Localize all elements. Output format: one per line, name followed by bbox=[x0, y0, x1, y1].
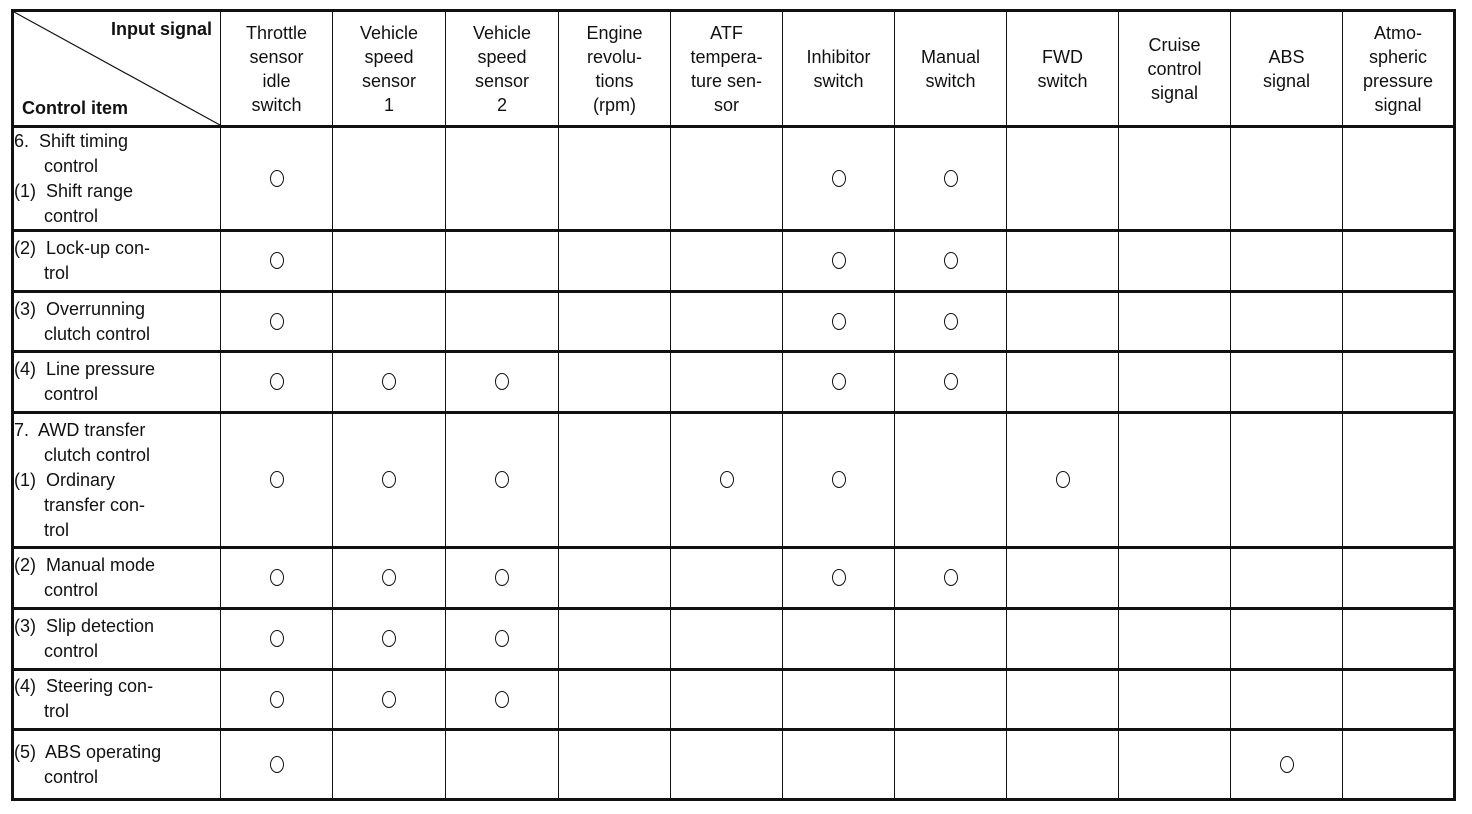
signal-cell bbox=[559, 669, 671, 730]
control-item-cell: (4) Steering con- trol bbox=[13, 669, 221, 730]
circle-mark-icon bbox=[832, 313, 846, 330]
signal-cell bbox=[559, 231, 671, 292]
control-item-cell: 7. AWD transfer clutch control (1) Ordinary transfer con- trol bbox=[13, 412, 221, 547]
circle-mark-icon bbox=[832, 471, 846, 488]
signal-cell bbox=[783, 352, 895, 413]
table-row bbox=[13, 608, 1455, 669]
column-header: Cruise control signal bbox=[1119, 11, 1231, 127]
signal-cell bbox=[671, 412, 783, 547]
signal-cell bbox=[221, 669, 333, 730]
signal-cell bbox=[1007, 127, 1119, 231]
circle-mark-icon bbox=[382, 471, 396, 488]
column-header: Vehicle speed sensor 1 bbox=[333, 11, 446, 127]
table-row bbox=[13, 548, 1455, 609]
signal-cell bbox=[1231, 548, 1343, 609]
signal-cell bbox=[1231, 291, 1343, 352]
header-row bbox=[13, 11, 1455, 127]
circle-mark-icon bbox=[1056, 471, 1070, 488]
signal-cell bbox=[1343, 730, 1455, 800]
signal-cell bbox=[446, 669, 559, 730]
signal-cell bbox=[1007, 730, 1119, 800]
circle-mark-icon bbox=[270, 252, 284, 269]
signal-cell bbox=[1231, 730, 1343, 800]
input-signal-label: Input signal bbox=[111, 19, 212, 39]
signal-cell bbox=[221, 412, 333, 547]
signal-cell bbox=[895, 548, 1007, 609]
column-header: Throttle sensor idle switch bbox=[221, 11, 333, 127]
circle-mark-icon bbox=[720, 471, 734, 488]
signal-cell bbox=[333, 412, 446, 547]
signal-cell bbox=[1343, 127, 1455, 231]
column-header: Inhibitor switch bbox=[783, 11, 895, 127]
signal-cell bbox=[671, 231, 783, 292]
signal-cell bbox=[671, 730, 783, 800]
signal-cell bbox=[446, 352, 559, 413]
signal-cell bbox=[1007, 412, 1119, 547]
table-row bbox=[13, 412, 1455, 547]
circle-mark-icon bbox=[270, 756, 284, 773]
signal-cell bbox=[221, 231, 333, 292]
signal-cell bbox=[221, 608, 333, 669]
signal-cell bbox=[559, 412, 671, 547]
signal-cell bbox=[671, 127, 783, 231]
table-row bbox=[13, 231, 1455, 292]
circle-mark-icon bbox=[832, 569, 846, 586]
circle-mark-icon bbox=[944, 373, 958, 390]
signal-cell bbox=[783, 669, 895, 730]
signal-cell bbox=[333, 231, 446, 292]
signal-cell bbox=[333, 608, 446, 669]
circle-mark-icon bbox=[270, 569, 284, 586]
circle-mark-icon bbox=[382, 569, 396, 586]
signal-cell bbox=[671, 291, 783, 352]
signal-cell bbox=[1119, 730, 1231, 800]
signal-cell bbox=[1119, 231, 1231, 292]
signal-cell bbox=[1343, 231, 1455, 292]
signal-cell bbox=[1007, 669, 1119, 730]
circle-mark-icon bbox=[495, 691, 509, 708]
column-header: Manual switch bbox=[895, 11, 1007, 127]
signal-cell bbox=[221, 548, 333, 609]
signal-cell bbox=[895, 730, 1007, 800]
signal-cell bbox=[895, 291, 1007, 352]
circle-mark-icon bbox=[495, 569, 509, 586]
signal-cell bbox=[895, 412, 1007, 547]
circle-mark-icon bbox=[944, 252, 958, 269]
table-row bbox=[13, 352, 1455, 413]
signal-cell bbox=[559, 352, 671, 413]
circle-mark-icon bbox=[832, 373, 846, 390]
signal-cell bbox=[446, 127, 559, 231]
signal-cell bbox=[1343, 548, 1455, 609]
signal-cell bbox=[1119, 608, 1231, 669]
signal-cell bbox=[1343, 412, 1455, 547]
column-header: ABS signal bbox=[1231, 11, 1343, 127]
circle-mark-icon bbox=[495, 630, 509, 647]
signal-cell bbox=[671, 352, 783, 413]
signal-cell bbox=[1231, 352, 1343, 413]
signal-cell bbox=[559, 608, 671, 669]
signal-cell bbox=[1007, 231, 1119, 292]
signal-cell bbox=[1007, 548, 1119, 609]
signal-cell bbox=[1119, 548, 1231, 609]
column-header: Engine revolu- tions (rpm) bbox=[559, 11, 671, 127]
signal-cell bbox=[783, 231, 895, 292]
signal-cell bbox=[783, 127, 895, 231]
signal-cell bbox=[446, 231, 559, 292]
circle-mark-icon bbox=[495, 471, 509, 488]
signal-cell bbox=[895, 231, 1007, 292]
signal-cell bbox=[333, 127, 446, 231]
signal-cell bbox=[1119, 291, 1231, 352]
signal-cell bbox=[783, 548, 895, 609]
signal-cell bbox=[221, 730, 333, 800]
circle-mark-icon bbox=[832, 170, 846, 187]
circle-mark-icon bbox=[382, 373, 396, 390]
table-row bbox=[13, 669, 1455, 730]
signal-cell bbox=[1231, 127, 1343, 231]
signal-cell bbox=[333, 669, 446, 730]
signal-cell bbox=[333, 730, 446, 800]
signal-cell bbox=[1343, 608, 1455, 669]
circle-mark-icon bbox=[382, 630, 396, 647]
signal-cell bbox=[446, 412, 559, 547]
circle-mark-icon bbox=[495, 373, 509, 390]
circle-mark-icon bbox=[270, 170, 284, 187]
circle-mark-icon bbox=[270, 313, 284, 330]
signal-cell bbox=[895, 127, 1007, 231]
signal-cell bbox=[1231, 231, 1343, 292]
signal-cell bbox=[333, 548, 446, 609]
signal-cell bbox=[1343, 352, 1455, 413]
signal-cell bbox=[671, 669, 783, 730]
control-input-matrix bbox=[11, 9, 1452, 801]
control-item-cell: 6. Shift timing control (1) Shift range control bbox=[13, 127, 221, 231]
table-body bbox=[13, 127, 1455, 800]
circle-mark-icon bbox=[382, 691, 396, 708]
signal-cell bbox=[895, 352, 1007, 413]
circle-mark-icon bbox=[944, 313, 958, 330]
control-item-cell: (5) ABS operating control bbox=[13, 730, 221, 800]
signal-cell bbox=[446, 291, 559, 352]
circle-mark-icon bbox=[944, 170, 958, 187]
circle-mark-icon bbox=[944, 569, 958, 586]
signal-cell bbox=[446, 548, 559, 609]
signal-cell bbox=[1231, 669, 1343, 730]
column-header: ATF tempera- ture sen- sor bbox=[671, 11, 783, 127]
signal-cell bbox=[333, 291, 446, 352]
signal-cell bbox=[783, 412, 895, 547]
signal-cell bbox=[559, 548, 671, 609]
signal-cell bbox=[221, 291, 333, 352]
circle-mark-icon bbox=[832, 252, 846, 269]
signal-cell bbox=[783, 291, 895, 352]
control-item-label: Control item bbox=[22, 98, 128, 118]
signal-cell bbox=[671, 548, 783, 609]
signal-cell bbox=[559, 127, 671, 231]
corner-header-cell bbox=[13, 11, 221, 127]
circle-mark-icon bbox=[270, 471, 284, 488]
signal-cell bbox=[1119, 669, 1231, 730]
signal-cell bbox=[1007, 608, 1119, 669]
circle-mark-icon bbox=[270, 691, 284, 708]
control-item-cell: (4) Line pressure control bbox=[13, 352, 221, 413]
signal-cell bbox=[1007, 291, 1119, 352]
table-row bbox=[13, 730, 1455, 800]
signal-cell bbox=[446, 608, 559, 669]
table-row bbox=[13, 291, 1455, 352]
signal-cell bbox=[895, 608, 1007, 669]
signal-cell bbox=[783, 730, 895, 800]
column-header: Atmo- spheric pressure signal bbox=[1343, 11, 1455, 127]
signal-cell bbox=[783, 608, 895, 669]
signal-cell bbox=[1119, 412, 1231, 547]
signal-cell bbox=[895, 669, 1007, 730]
column-header: Vehicle speed sensor 2 bbox=[446, 11, 559, 127]
circle-mark-icon bbox=[1280, 756, 1294, 773]
column-header: FWD switch bbox=[1007, 11, 1119, 127]
signal-cell bbox=[1119, 352, 1231, 413]
circle-mark-icon bbox=[270, 373, 284, 390]
control-item-cell: (2) Lock-up con- trol bbox=[13, 231, 221, 292]
control-input-table bbox=[11, 9, 1456, 801]
signal-cell bbox=[1007, 352, 1119, 413]
circle-mark-icon bbox=[270, 630, 284, 647]
control-item-cell: (3) Slip detection control bbox=[13, 608, 221, 669]
signal-cell bbox=[221, 352, 333, 413]
signal-cell bbox=[446, 730, 559, 800]
control-item-cell: (3) Overrunning clutch control bbox=[13, 291, 221, 352]
table-row bbox=[13, 127, 1455, 231]
signal-cell bbox=[221, 127, 333, 231]
signal-cell bbox=[1231, 412, 1343, 547]
signal-cell bbox=[559, 291, 671, 352]
signal-cell bbox=[333, 352, 446, 413]
signal-cell bbox=[559, 730, 671, 800]
signal-cell bbox=[671, 608, 783, 669]
signal-cell bbox=[1343, 669, 1455, 730]
signal-cell bbox=[1231, 608, 1343, 669]
signal-cell bbox=[1343, 291, 1455, 352]
control-item-cell: (2) Manual mode control bbox=[13, 548, 221, 609]
signal-cell bbox=[1119, 127, 1231, 231]
